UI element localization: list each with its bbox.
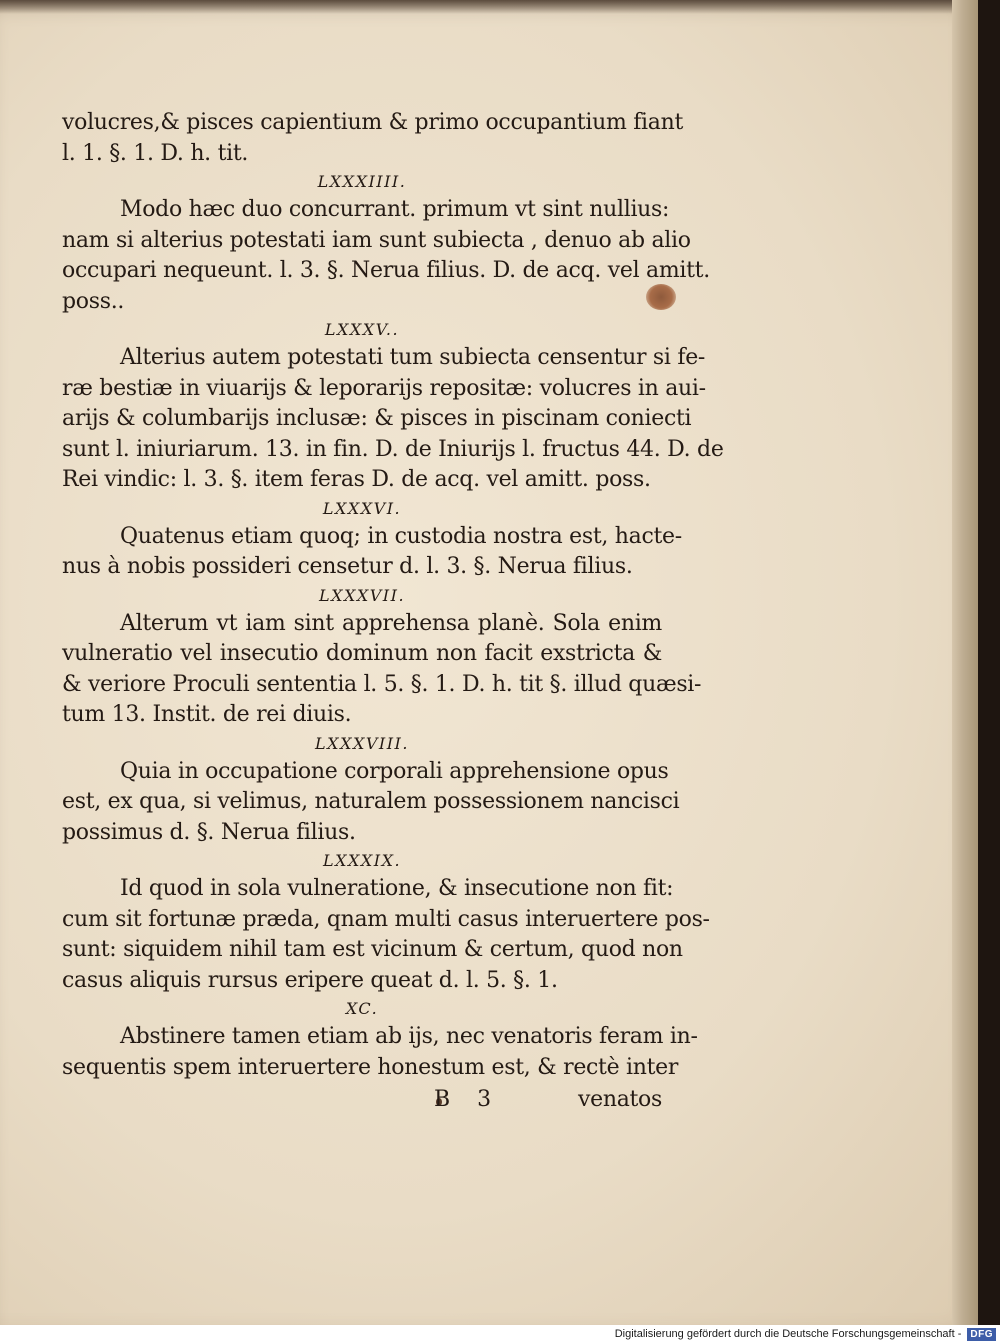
text-line: sunt: siquidem nihil tam est vicinum & certum, quod non (62, 937, 683, 962)
text-line: Id quod in sola vulneratione, & insecutione non fit: (120, 876, 674, 901)
text-line: volucres,& pisces capientium & primo occupantium fiant (62, 110, 684, 135)
footer-bar (0, 1325, 1000, 1343)
text-line: Quatenus etiam quoq; in custodia nostra est, hacte- (120, 523, 682, 549)
text-line: & veriore Proculi sententia l. 5. §. 1. D. h. tit §. illud quæsi- (62, 671, 702, 697)
page-edge (952, 0, 978, 1325)
text-line: vulneratio vel insecutio dominum non facit exstricta & (62, 641, 662, 666)
section-number: LXXXIIII. (317, 172, 407, 191)
text-line: Rei vindic: l. 3. §. item feras D. de acq. vel amitt. poss. (62, 467, 651, 492)
text-line: ræ bestiæ in viuarijs & leporarijs repositæ: volucres in aui- (62, 375, 706, 401)
catchword: venatos (577, 1087, 662, 1112)
text-line: Alterius autem potestati tum subiecta censentur si fe- (120, 345, 706, 370)
body-text (62, 108, 724, 1117)
footer-credit: Digitalisierung gefördert durch die Deutsche Forschungsgemeinschaft - (614, 1328, 962, 1340)
text-line: poss.. (62, 288, 125, 314)
text-line: Abstinere tamen etiam ab ijs, nec venatoris feram in- (120, 1024, 698, 1049)
text-line: sequentis spem interuertere honestum est, & rectè inter (62, 1054, 679, 1080)
text-line: est, ex qua, si velimus, naturalem possessionem nancisci (62, 789, 680, 814)
text-line: nam si alterius potestati iam sunt subiecta , denuo ab alio (62, 227, 691, 253)
dfg-logo: DFG (967, 1328, 996, 1341)
section-number: XC. (345, 999, 379, 1018)
text-line: cum sit fortunæ præda, qnam multi casus interuertere pos- (62, 906, 710, 932)
section-number: LXXXVIII. (315, 733, 409, 753)
page-binding-shadow (0, 0, 978, 14)
text-line: Alterum vt iam sint apprehensa planè. Sola enim (120, 610, 662, 636)
section-number: LXXXIX. (322, 851, 402, 870)
text-line: possimus d. §. Nerua filius. (62, 819, 356, 845)
text-line: occupari nequeunt. l. 3. §. Nerua filius. D. de acq. vel amitt. (62, 258, 710, 283)
text-line: Quia in occupatione corporali apprehensione opus (120, 758, 669, 784)
section-number: LXXXV.. (324, 320, 400, 339)
signature-mark: B 3 (434, 1087, 502, 1112)
text-line: l. 1. §. 1. D. h. tit. (62, 140, 249, 166)
section-number: LXXXVII. (318, 585, 406, 605)
text-line: nus à nobis possideri censetur d. l. 3. §. Nerua filius. (62, 554, 633, 579)
text-line: arijs & columbarijs inclusæ: & pisces in piscinam coniecti (62, 406, 692, 431)
text-line: casus aliquis rursus eripere queat d. l. 5. §. 1. (62, 967, 558, 993)
text-line: Modo hæc duo concurrant. primum vt sint nullius: (120, 197, 670, 222)
page-footer-line (62, 1083, 662, 1117)
text-line: tum 13. Instit. de rei diuis. (62, 702, 352, 727)
text-line: sunt l. iniuriarum. 13. in fin. D. de Iniurijs l. fructus 44. D. de (62, 436, 724, 462)
section-number: LXXXVI. (322, 498, 402, 518)
